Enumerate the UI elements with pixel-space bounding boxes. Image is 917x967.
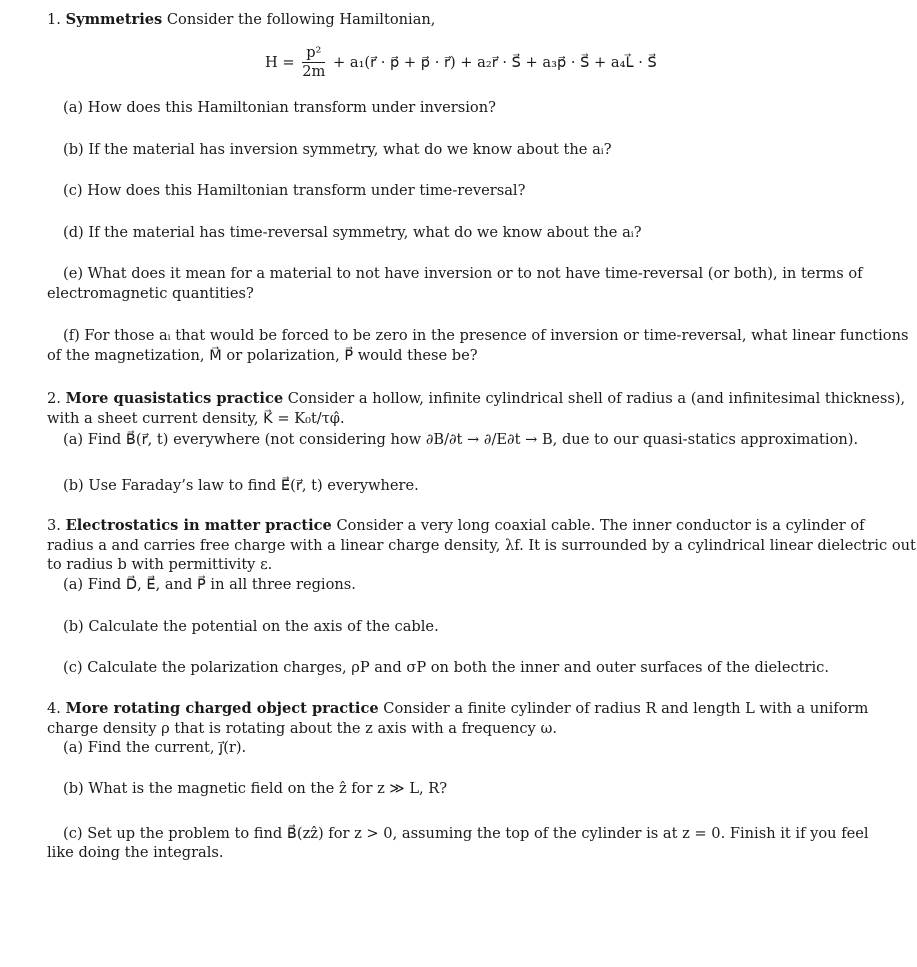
problem-text: Consider a finite cylinder of radius R and length L with a uniform — [383, 700, 869, 717]
equation-lhs: H = — [265, 54, 295, 71]
question-1f-line1: (f) For those aᵢ that would be forced to be zero in the presence of inversion or time-reversal, what linear functions — [63, 327, 909, 344]
problem-title: More quasistatics practice — [65, 390, 284, 407]
problem-2-heading — [47, 389, 905, 408]
problem-4-line2: charge density ρ that is rotating about the z axis with a frequency ω. — [47, 720, 557, 737]
problem-3-line3: to radius b with permittivity ε. — [47, 556, 273, 573]
question-1b: (b) If the material has inversion symmetry, what do we know about the aᵢ? — [63, 141, 612, 158]
problem-4-heading — [47, 699, 868, 718]
kinetic-term-fraction — [302, 44, 325, 81]
problem-3-line2: radius a and carries free charge with a linear charge density, λf. It is surrounded by a cylindrical linear dielectric out — [47, 537, 916, 554]
problem-text: Consider a very long coaxial cable. The inner conductor is a cylinder of — [336, 517, 865, 534]
question-1e-line2: electromagnetic quantities? — [47, 285, 254, 302]
question-2a: (a) Find B⃗(r⃗, t) everywhere (not considering how ∂B/∂t → ∂/E∂t → B, due to our quasi-statics approximation). — [63, 431, 859, 448]
question-4c-line1: (c) Set up the problem to find B⃗(zẑ) for z > 0, assuming the top of the cylinder is at z = 0. Finish it if you feel — [63, 825, 869, 842]
problem-number: 3. — [47, 517, 61, 534]
problem-title: More rotating charged object practice — [65, 700, 379, 717]
fraction-denominator: 2m — [302, 63, 326, 80]
fraction-numerator: p² — [302, 44, 325, 63]
question-3a: (a) Find D⃗, E⃗, and P⃗ in all three regions. — [63, 576, 356, 593]
problem-2-line2: with a sheet current density, K⃗ = K₀t/τφ̂. — [47, 410, 345, 427]
problem-title: Electrostatics in matter practice — [65, 517, 332, 534]
question-2b: (b) Use Faraday’s law to find E⃗(r⃗, t) everywhere. — [63, 477, 419, 494]
question-1d: (d) If the material has time-reversal symmetry, what do we know about the aᵢ? — [63, 224, 642, 241]
problem-3-heading — [47, 516, 865, 535]
question-3c: (c) Calculate the polarization charges, ρP and σP on both the inner and outer surfaces of the dielectric. — [63, 659, 829, 676]
question-1e-line1: (e) What does it mean for a material to not have inversion or to not have time-reversal (or both), in terms of — [63, 265, 863, 282]
question-1f-line2: of the magnetization, M⃗ or polarization, P⃗ would these be? — [47, 347, 478, 364]
problem-number: 1. — [47, 11, 61, 28]
question-4a: (a) Find the current, j⃗(r). — [63, 739, 247, 756]
question-1c: (c) How does this Hamiltonian transform under time-reversal? — [63, 182, 526, 199]
question-4c-line2: like doing the integrals. — [47, 844, 224, 861]
problem-title: Symmetries — [65, 11, 163, 28]
problem-intro: Consider the following Hamiltonian, — [166, 11, 436, 28]
problem-number: 4. — [47, 700, 61, 717]
problem-number: 2. — [47, 390, 61, 407]
equation-rhs: + a₁(r⃗ · p⃗ + p⃗ · r⃗) + a₂r⃗ · S⃗ + a₃p⃗ · S⃗ + a₄L⃗ · S⃗ — [333, 54, 657, 71]
question-1a: (a) How does this Hamiltonian transform under inversion? — [63, 99, 496, 116]
question-3b: (b) Calculate the potential on the axis of the cable. — [63, 618, 439, 635]
problem-1-heading — [47, 10, 435, 29]
hamiltonian-equation — [265, 44, 657, 88]
question-4b: (b) What is the magnetic field on the ẑ for z ≫ L, R? — [63, 780, 448, 797]
problem-text: Consider a hollow, infinite cylindrical shell of radius a (and infinitesimal thickness), — [287, 390, 906, 407]
